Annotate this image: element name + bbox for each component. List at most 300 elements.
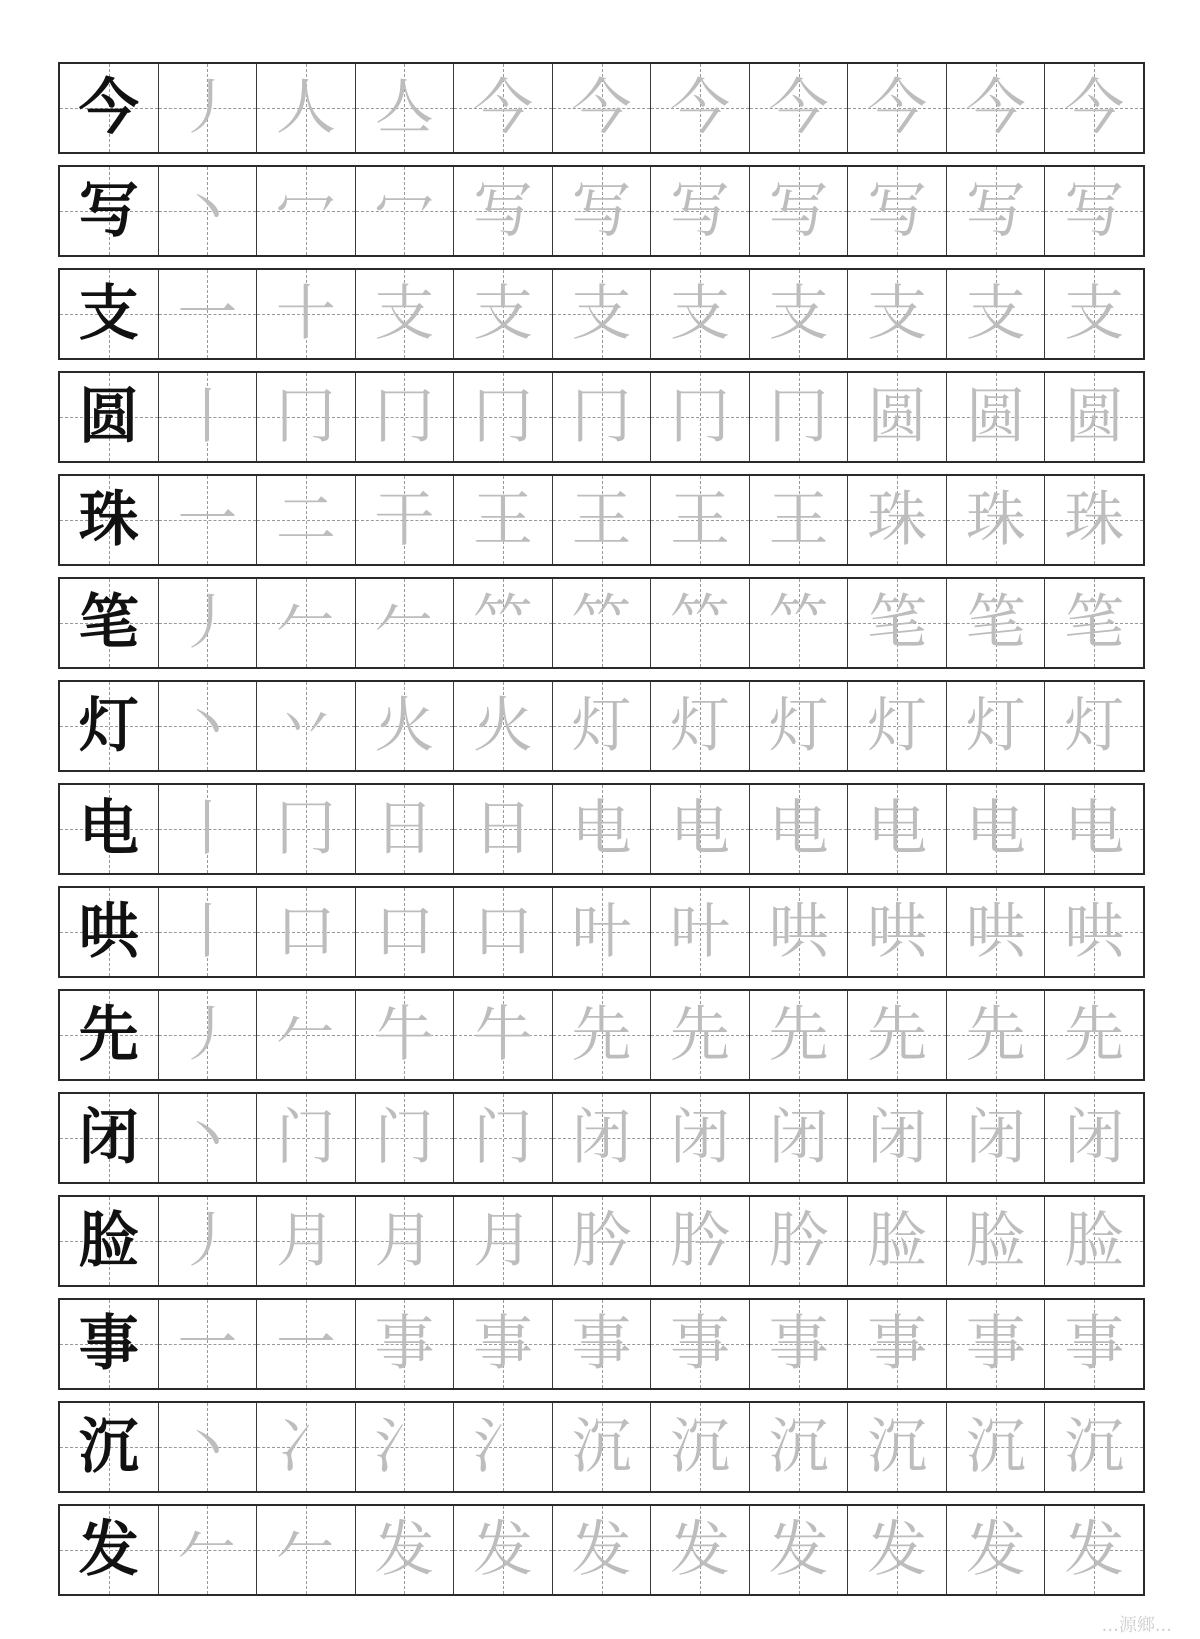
- stroke-order-glyph: 𥫗: [768, 588, 829, 658]
- stroke-order-cell: [750, 579, 849, 667]
- model-character-cell: [60, 1094, 159, 1182]
- stroke-order-cell: [848, 579, 947, 667]
- practice-row: [58, 1195, 1145, 1287]
- practice-row: [58, 1504, 1145, 1596]
- stroke-order-glyph: 𠂉: [275, 588, 336, 658]
- stroke-order-cell: [947, 476, 1046, 564]
- stroke-order-glyph: 𠂉: [177, 1515, 238, 1585]
- stroke-order-glyph: 今: [768, 73, 829, 143]
- stroke-order-glyph: 一: [177, 279, 238, 349]
- stroke-order-cell: [947, 579, 1046, 667]
- stroke-order-cell: [257, 167, 356, 255]
- stroke-order-cell: [750, 991, 849, 1079]
- model-character-cell: [60, 785, 159, 873]
- stroke-order-cell: [159, 64, 258, 152]
- stroke-order-glyph: 发: [867, 1515, 928, 1585]
- model-character: 先: [78, 1000, 139, 1070]
- stroke-order-glyph: 支: [768, 279, 829, 349]
- stroke-order-cell: [848, 888, 947, 976]
- stroke-order-cell: [651, 167, 750, 255]
- stroke-order-glyph: 电: [571, 794, 632, 864]
- stroke-order-glyph: 牛: [472, 1000, 533, 1070]
- stroke-order-glyph: 丿: [177, 588, 238, 658]
- stroke-order-cell: [1045, 270, 1143, 358]
- stroke-order-cell: [356, 1506, 455, 1594]
- stroke-order-cell: [1045, 1197, 1143, 1285]
- stroke-order-cell: [159, 1506, 258, 1594]
- stroke-order-cell: [553, 167, 652, 255]
- stroke-order-glyph: 先: [1064, 1000, 1125, 1070]
- stroke-order-cell: [553, 373, 652, 461]
- stroke-order-cell: [454, 64, 553, 152]
- stroke-order-cell: [848, 785, 947, 873]
- stroke-order-glyph: 事: [1064, 1309, 1125, 1379]
- stroke-order-glyph: 口: [275, 897, 336, 967]
- stroke-order-glyph: 𥫗: [472, 588, 533, 658]
- model-character-cell: [60, 476, 159, 564]
- stroke-order-glyph: 沉: [965, 1412, 1026, 1482]
- stroke-order-cell: [947, 1197, 1046, 1285]
- stroke-order-cell: [947, 1300, 1046, 1388]
- stroke-order-glyph: 写: [965, 176, 1026, 246]
- stroke-order-glyph: 闭: [867, 1103, 928, 1173]
- model-character-cell: [60, 1506, 159, 1594]
- stroke-order-cell: [947, 167, 1046, 255]
- stroke-order-cell: [553, 1506, 652, 1594]
- stroke-order-cell: [848, 1506, 947, 1594]
- model-character-cell: [60, 1403, 159, 1491]
- stroke-order-glyph: 日: [472, 794, 533, 864]
- stroke-order-cell: [651, 888, 750, 976]
- stroke-order-cell: [750, 1403, 849, 1491]
- model-character-cell: [60, 373, 159, 461]
- stroke-order-cell: [848, 270, 947, 358]
- stroke-order-cell: [750, 1506, 849, 1594]
- stroke-order-glyph: 月: [472, 1206, 533, 1276]
- stroke-order-glyph: 电: [670, 794, 731, 864]
- stroke-order-cell: [454, 888, 553, 976]
- stroke-order-glyph: 门: [374, 1103, 435, 1173]
- stroke-order-glyph: 月: [275, 1206, 336, 1276]
- stroke-order-cell: [159, 167, 258, 255]
- stroke-order-cell: [848, 476, 947, 564]
- stroke-order-cell: [356, 888, 455, 976]
- stroke-order-cell: [750, 270, 849, 358]
- model-character: 沉: [78, 1412, 139, 1482]
- stroke-order-cell: [1045, 64, 1143, 152]
- practice-row: [58, 989, 1145, 1081]
- stroke-order-glyph: 月: [374, 1206, 435, 1276]
- stroke-order-cell: [454, 270, 553, 358]
- stroke-order-glyph: 𠂉: [374, 588, 435, 658]
- stroke-order-cell: [1045, 579, 1143, 667]
- stroke-order-cell: [257, 991, 356, 1079]
- stroke-order-glyph: 珠: [1064, 485, 1125, 555]
- stroke-order-cell: [848, 1094, 947, 1182]
- stroke-order-cell: [651, 785, 750, 873]
- stroke-order-glyph: 丨: [177, 794, 238, 864]
- stroke-order-glyph: 丶: [177, 691, 238, 761]
- stroke-order-cell: [159, 991, 258, 1079]
- stroke-order-cell: [1045, 1300, 1143, 1388]
- stroke-order-glyph: 牛: [374, 1000, 435, 1070]
- model-character-cell: [60, 888, 159, 976]
- stroke-order-cell: [947, 1094, 1046, 1182]
- stroke-order-cell: [1045, 991, 1143, 1079]
- model-character-cell: [60, 167, 159, 255]
- stroke-order-cell: [947, 64, 1046, 152]
- stroke-order-cell: [454, 1197, 553, 1285]
- model-character: 脸: [78, 1206, 139, 1276]
- stroke-order-cell: [651, 1506, 750, 1594]
- stroke-order-glyph: 沉: [768, 1412, 829, 1482]
- practice-row: [58, 165, 1145, 257]
- stroke-order-glyph: 氵: [472, 1412, 533, 1482]
- stroke-order-cell: [848, 167, 947, 255]
- stroke-order-glyph: 哄: [867, 897, 928, 967]
- stroke-order-glyph: 发: [1064, 1515, 1125, 1585]
- practice-row: [58, 474, 1145, 566]
- stroke-order-cell: [454, 785, 553, 873]
- stroke-order-glyph: 事: [965, 1309, 1026, 1379]
- practice-sheet: [58, 62, 1145, 1607]
- stroke-order-cell: [356, 373, 455, 461]
- model-character-cell: [60, 1300, 159, 1388]
- stroke-order-glyph: 门: [472, 1103, 533, 1173]
- stroke-order-cell: [848, 1300, 947, 1388]
- model-character: 闭: [78, 1103, 139, 1173]
- stroke-order-glyph: 脸: [965, 1206, 1026, 1276]
- stroke-order-glyph: 丿: [177, 73, 238, 143]
- stroke-order-glyph: 闭: [670, 1103, 731, 1173]
- stroke-order-glyph: 笔: [965, 588, 1026, 658]
- model-character: 事: [78, 1309, 139, 1379]
- stroke-order-cell: [159, 682, 258, 770]
- stroke-order-glyph: 发: [571, 1515, 632, 1585]
- stroke-order-glyph: 发: [965, 1515, 1026, 1585]
- stroke-order-cell: [848, 1403, 947, 1491]
- stroke-order-cell: [159, 1197, 258, 1285]
- stroke-order-cell: [454, 1403, 553, 1491]
- stroke-order-cell: [454, 476, 553, 564]
- model-character: 哄: [78, 897, 139, 967]
- model-character: 圆: [78, 382, 139, 452]
- stroke-order-glyph: 先: [670, 1000, 731, 1070]
- stroke-order-cell: [553, 991, 652, 1079]
- stroke-order-glyph: 叶: [670, 897, 731, 967]
- stroke-order-glyph: 冂: [275, 794, 336, 864]
- stroke-order-cell: [947, 373, 1046, 461]
- stroke-order-glyph: 圆: [1064, 382, 1125, 452]
- model-character: 今: [78, 73, 139, 143]
- stroke-order-cell: [356, 991, 455, 1079]
- stroke-order-glyph: 先: [571, 1000, 632, 1070]
- stroke-order-glyph: 哄: [768, 897, 829, 967]
- stroke-order-glyph: 冖: [275, 176, 336, 246]
- stroke-order-glyph: 写: [670, 176, 731, 246]
- stroke-order-cell: [750, 167, 849, 255]
- stroke-order-cell: [257, 888, 356, 976]
- watermark: ...源鄉...: [1101, 1615, 1172, 1636]
- model-character: 支: [78, 279, 139, 349]
- stroke-order-cell: [651, 1197, 750, 1285]
- stroke-order-cell: [454, 1094, 553, 1182]
- stroke-order-cell: [257, 1300, 356, 1388]
- stroke-order-glyph: 火: [472, 691, 533, 761]
- stroke-order-cell: [454, 1506, 553, 1594]
- stroke-order-cell: [553, 64, 652, 152]
- stroke-order-glyph: 口: [472, 897, 533, 967]
- stroke-order-cell: [1045, 476, 1143, 564]
- model-character: 写: [78, 176, 139, 246]
- stroke-order-cell: [947, 682, 1046, 770]
- stroke-order-glyph: 丶: [177, 1412, 238, 1482]
- stroke-order-glyph: 沉: [1064, 1412, 1125, 1482]
- stroke-order-glyph: 今: [670, 73, 731, 143]
- stroke-order-cell: [553, 270, 652, 358]
- stroke-order-cell: [257, 64, 356, 152]
- stroke-order-glyph: 哄: [965, 897, 1026, 967]
- stroke-order-cell: [651, 373, 750, 461]
- stroke-order-glyph: 王: [670, 485, 731, 555]
- stroke-order-glyph: 冂: [768, 382, 829, 452]
- stroke-order-cell: [257, 270, 356, 358]
- stroke-order-glyph: 珠: [965, 485, 1026, 555]
- stroke-order-glyph: 今: [472, 73, 533, 143]
- stroke-order-cell: [750, 1197, 849, 1285]
- stroke-order-glyph: 电: [965, 794, 1026, 864]
- stroke-order-glyph: 十: [275, 279, 336, 349]
- stroke-order-glyph: 支: [670, 279, 731, 349]
- stroke-order-glyph: 笔: [867, 588, 928, 658]
- stroke-order-cell: [257, 476, 356, 564]
- stroke-order-glyph: 丿: [177, 1000, 238, 1070]
- stroke-order-cell: [553, 682, 652, 770]
- stroke-order-glyph: 灯: [965, 691, 1026, 761]
- stroke-order-glyph: 今: [867, 73, 928, 143]
- stroke-order-cell: [651, 579, 750, 667]
- stroke-order-cell: [1045, 682, 1143, 770]
- stroke-order-cell: [947, 1403, 1046, 1491]
- stroke-order-cell: [553, 888, 652, 976]
- stroke-order-glyph: 支: [1064, 279, 1125, 349]
- stroke-order-cell: [257, 579, 356, 667]
- stroke-order-cell: [356, 682, 455, 770]
- practice-row: [58, 783, 1145, 875]
- model-character-cell: [60, 991, 159, 1079]
- stroke-order-cell: [454, 1300, 553, 1388]
- stroke-order-glyph: 二: [275, 485, 336, 555]
- stroke-order-cell: [257, 682, 356, 770]
- stroke-order-cell: [750, 373, 849, 461]
- stroke-order-cell: [750, 64, 849, 152]
- stroke-order-glyph: 灯: [571, 691, 632, 761]
- stroke-order-glyph: 电: [1064, 794, 1125, 864]
- stroke-order-glyph: 支: [374, 279, 435, 349]
- practice-row: [58, 371, 1145, 463]
- stroke-order-glyph: 冖: [374, 176, 435, 246]
- stroke-order-glyph: 笔: [1064, 588, 1125, 658]
- stroke-order-glyph: 支: [571, 279, 632, 349]
- practice-row: [58, 680, 1145, 772]
- stroke-order-cell: [553, 785, 652, 873]
- stroke-order-cell: [159, 1094, 258, 1182]
- stroke-order-glyph: 闭: [768, 1103, 829, 1173]
- stroke-order-glyph: 肣: [768, 1206, 829, 1276]
- model-character: 发: [78, 1515, 139, 1585]
- stroke-order-glyph: 一: [275, 1309, 336, 1379]
- stroke-order-glyph: 圆: [965, 382, 1026, 452]
- practice-row: [58, 886, 1145, 978]
- stroke-order-cell: [1045, 1094, 1143, 1182]
- stroke-order-glyph: 丨: [177, 382, 238, 452]
- stroke-order-cell: [947, 1506, 1046, 1594]
- stroke-order-cell: [651, 682, 750, 770]
- stroke-order-glyph: 亼: [374, 73, 435, 143]
- stroke-order-glyph: 灯: [670, 691, 731, 761]
- stroke-order-glyph: 今: [965, 73, 1026, 143]
- stroke-order-cell: [356, 167, 455, 255]
- stroke-order-glyph: 支: [472, 279, 533, 349]
- stroke-order-glyph: 发: [472, 1515, 533, 1585]
- stroke-order-glyph: 哄: [1064, 897, 1125, 967]
- stroke-order-glyph: 干: [374, 485, 435, 555]
- stroke-order-glyph: 𥫗: [670, 588, 731, 658]
- stroke-order-cell: [1045, 888, 1143, 976]
- stroke-order-cell: [750, 888, 849, 976]
- stroke-order-cell: [848, 1197, 947, 1285]
- stroke-order-glyph: 珠: [867, 485, 928, 555]
- stroke-order-glyph: 事: [374, 1309, 435, 1379]
- stroke-order-cell: [159, 1300, 258, 1388]
- stroke-order-glyph: 𠂉: [275, 1515, 336, 1585]
- stroke-order-cell: [356, 64, 455, 152]
- model-character: 珠: [78, 485, 139, 555]
- stroke-order-cell: [651, 1300, 750, 1388]
- stroke-order-cell: [159, 1403, 258, 1491]
- stroke-order-glyph: 闭: [571, 1103, 632, 1173]
- stroke-order-glyph: 支: [867, 279, 928, 349]
- stroke-order-glyph: 𠂉: [275, 1000, 336, 1070]
- stroke-order-glyph: 先: [768, 1000, 829, 1070]
- stroke-order-cell: [750, 682, 849, 770]
- practice-row: [58, 1092, 1145, 1184]
- stroke-order-glyph: 写: [867, 176, 928, 246]
- stroke-order-glyph: 口: [374, 897, 435, 967]
- practice-row: [58, 62, 1145, 154]
- stroke-order-cell: [356, 1300, 455, 1388]
- model-character-cell: [60, 64, 159, 152]
- stroke-order-glyph: 沉: [867, 1412, 928, 1482]
- stroke-order-cell: [454, 682, 553, 770]
- stroke-order-cell: [356, 579, 455, 667]
- stroke-order-glyph: 丶: [177, 1103, 238, 1173]
- stroke-order-cell: [750, 476, 849, 564]
- stroke-order-glyph: 叶: [571, 897, 632, 967]
- stroke-order-cell: [651, 476, 750, 564]
- stroke-order-glyph: 灯: [1064, 691, 1125, 761]
- stroke-order-glyph: 闭: [965, 1103, 1026, 1173]
- stroke-order-cell: [651, 270, 750, 358]
- stroke-order-cell: [651, 64, 750, 152]
- stroke-order-cell: [750, 1300, 849, 1388]
- stroke-order-cell: [947, 888, 1046, 976]
- practice-row: [58, 1401, 1145, 1493]
- stroke-order-glyph: 支: [965, 279, 1026, 349]
- stroke-order-glyph: 门: [275, 1103, 336, 1173]
- stroke-order-cell: [454, 167, 553, 255]
- model-character-cell: [60, 1197, 159, 1285]
- practice-row: [58, 268, 1145, 360]
- stroke-order-glyph: 今: [1064, 73, 1125, 143]
- stroke-order-glyph: 事: [768, 1309, 829, 1379]
- stroke-order-glyph: 日: [374, 794, 435, 864]
- stroke-order-cell: [947, 785, 1046, 873]
- stroke-order-glyph: 灯: [768, 691, 829, 761]
- stroke-order-glyph: 写: [768, 176, 829, 246]
- stroke-order-cell: [257, 1403, 356, 1491]
- stroke-order-cell: [651, 991, 750, 1079]
- stroke-order-glyph: 闭: [1064, 1103, 1125, 1173]
- stroke-order-glyph: 事: [670, 1309, 731, 1379]
- stroke-order-glyph: 丨: [177, 897, 238, 967]
- stroke-order-cell: [356, 270, 455, 358]
- stroke-order-glyph: 事: [571, 1309, 632, 1379]
- stroke-order-cell: [553, 1094, 652, 1182]
- model-character-cell: [60, 682, 159, 770]
- stroke-order-glyph: 肣: [571, 1206, 632, 1276]
- stroke-order-cell: [257, 1197, 356, 1285]
- stroke-order-glyph: 冂: [374, 382, 435, 452]
- stroke-order-cell: [848, 682, 947, 770]
- stroke-order-glyph: 一: [177, 1309, 238, 1379]
- model-character: 灯: [78, 691, 139, 761]
- stroke-order-cell: [257, 373, 356, 461]
- stroke-order-cell: [454, 579, 553, 667]
- stroke-order-glyph: 发: [374, 1515, 435, 1585]
- stroke-order-glyph: 电: [867, 794, 928, 864]
- stroke-order-glyph: 发: [670, 1515, 731, 1585]
- stroke-order-cell: [257, 785, 356, 873]
- stroke-order-glyph: 脸: [1064, 1206, 1125, 1276]
- stroke-order-glyph: 事: [867, 1309, 928, 1379]
- stroke-order-glyph: 一: [177, 485, 238, 555]
- stroke-order-cell: [553, 1300, 652, 1388]
- model-character-cell: [60, 270, 159, 358]
- stroke-order-cell: [750, 785, 849, 873]
- stroke-order-cell: [159, 888, 258, 976]
- stroke-order-cell: [848, 991, 947, 1079]
- stroke-order-glyph: 人: [275, 73, 336, 143]
- stroke-order-glyph: 丶: [177, 176, 238, 246]
- practice-row: [58, 577, 1145, 669]
- stroke-order-cell: [651, 1094, 750, 1182]
- stroke-order-glyph: 今: [571, 73, 632, 143]
- stroke-order-cell: [553, 579, 652, 667]
- stroke-order-cell: [947, 991, 1046, 1079]
- stroke-order-glyph: 先: [965, 1000, 1026, 1070]
- stroke-order-glyph: 丷: [275, 691, 336, 761]
- stroke-order-cell: [1045, 1403, 1143, 1491]
- stroke-order-glyph: 圆: [867, 382, 928, 452]
- stroke-order-cell: [454, 373, 553, 461]
- stroke-order-glyph: 王: [472, 485, 533, 555]
- stroke-order-cell: [257, 1506, 356, 1594]
- stroke-order-glyph: 𥫗: [571, 588, 632, 658]
- stroke-order-cell: [159, 270, 258, 358]
- stroke-order-glyph: 火: [374, 691, 435, 761]
- stroke-order-cell: [1045, 785, 1143, 873]
